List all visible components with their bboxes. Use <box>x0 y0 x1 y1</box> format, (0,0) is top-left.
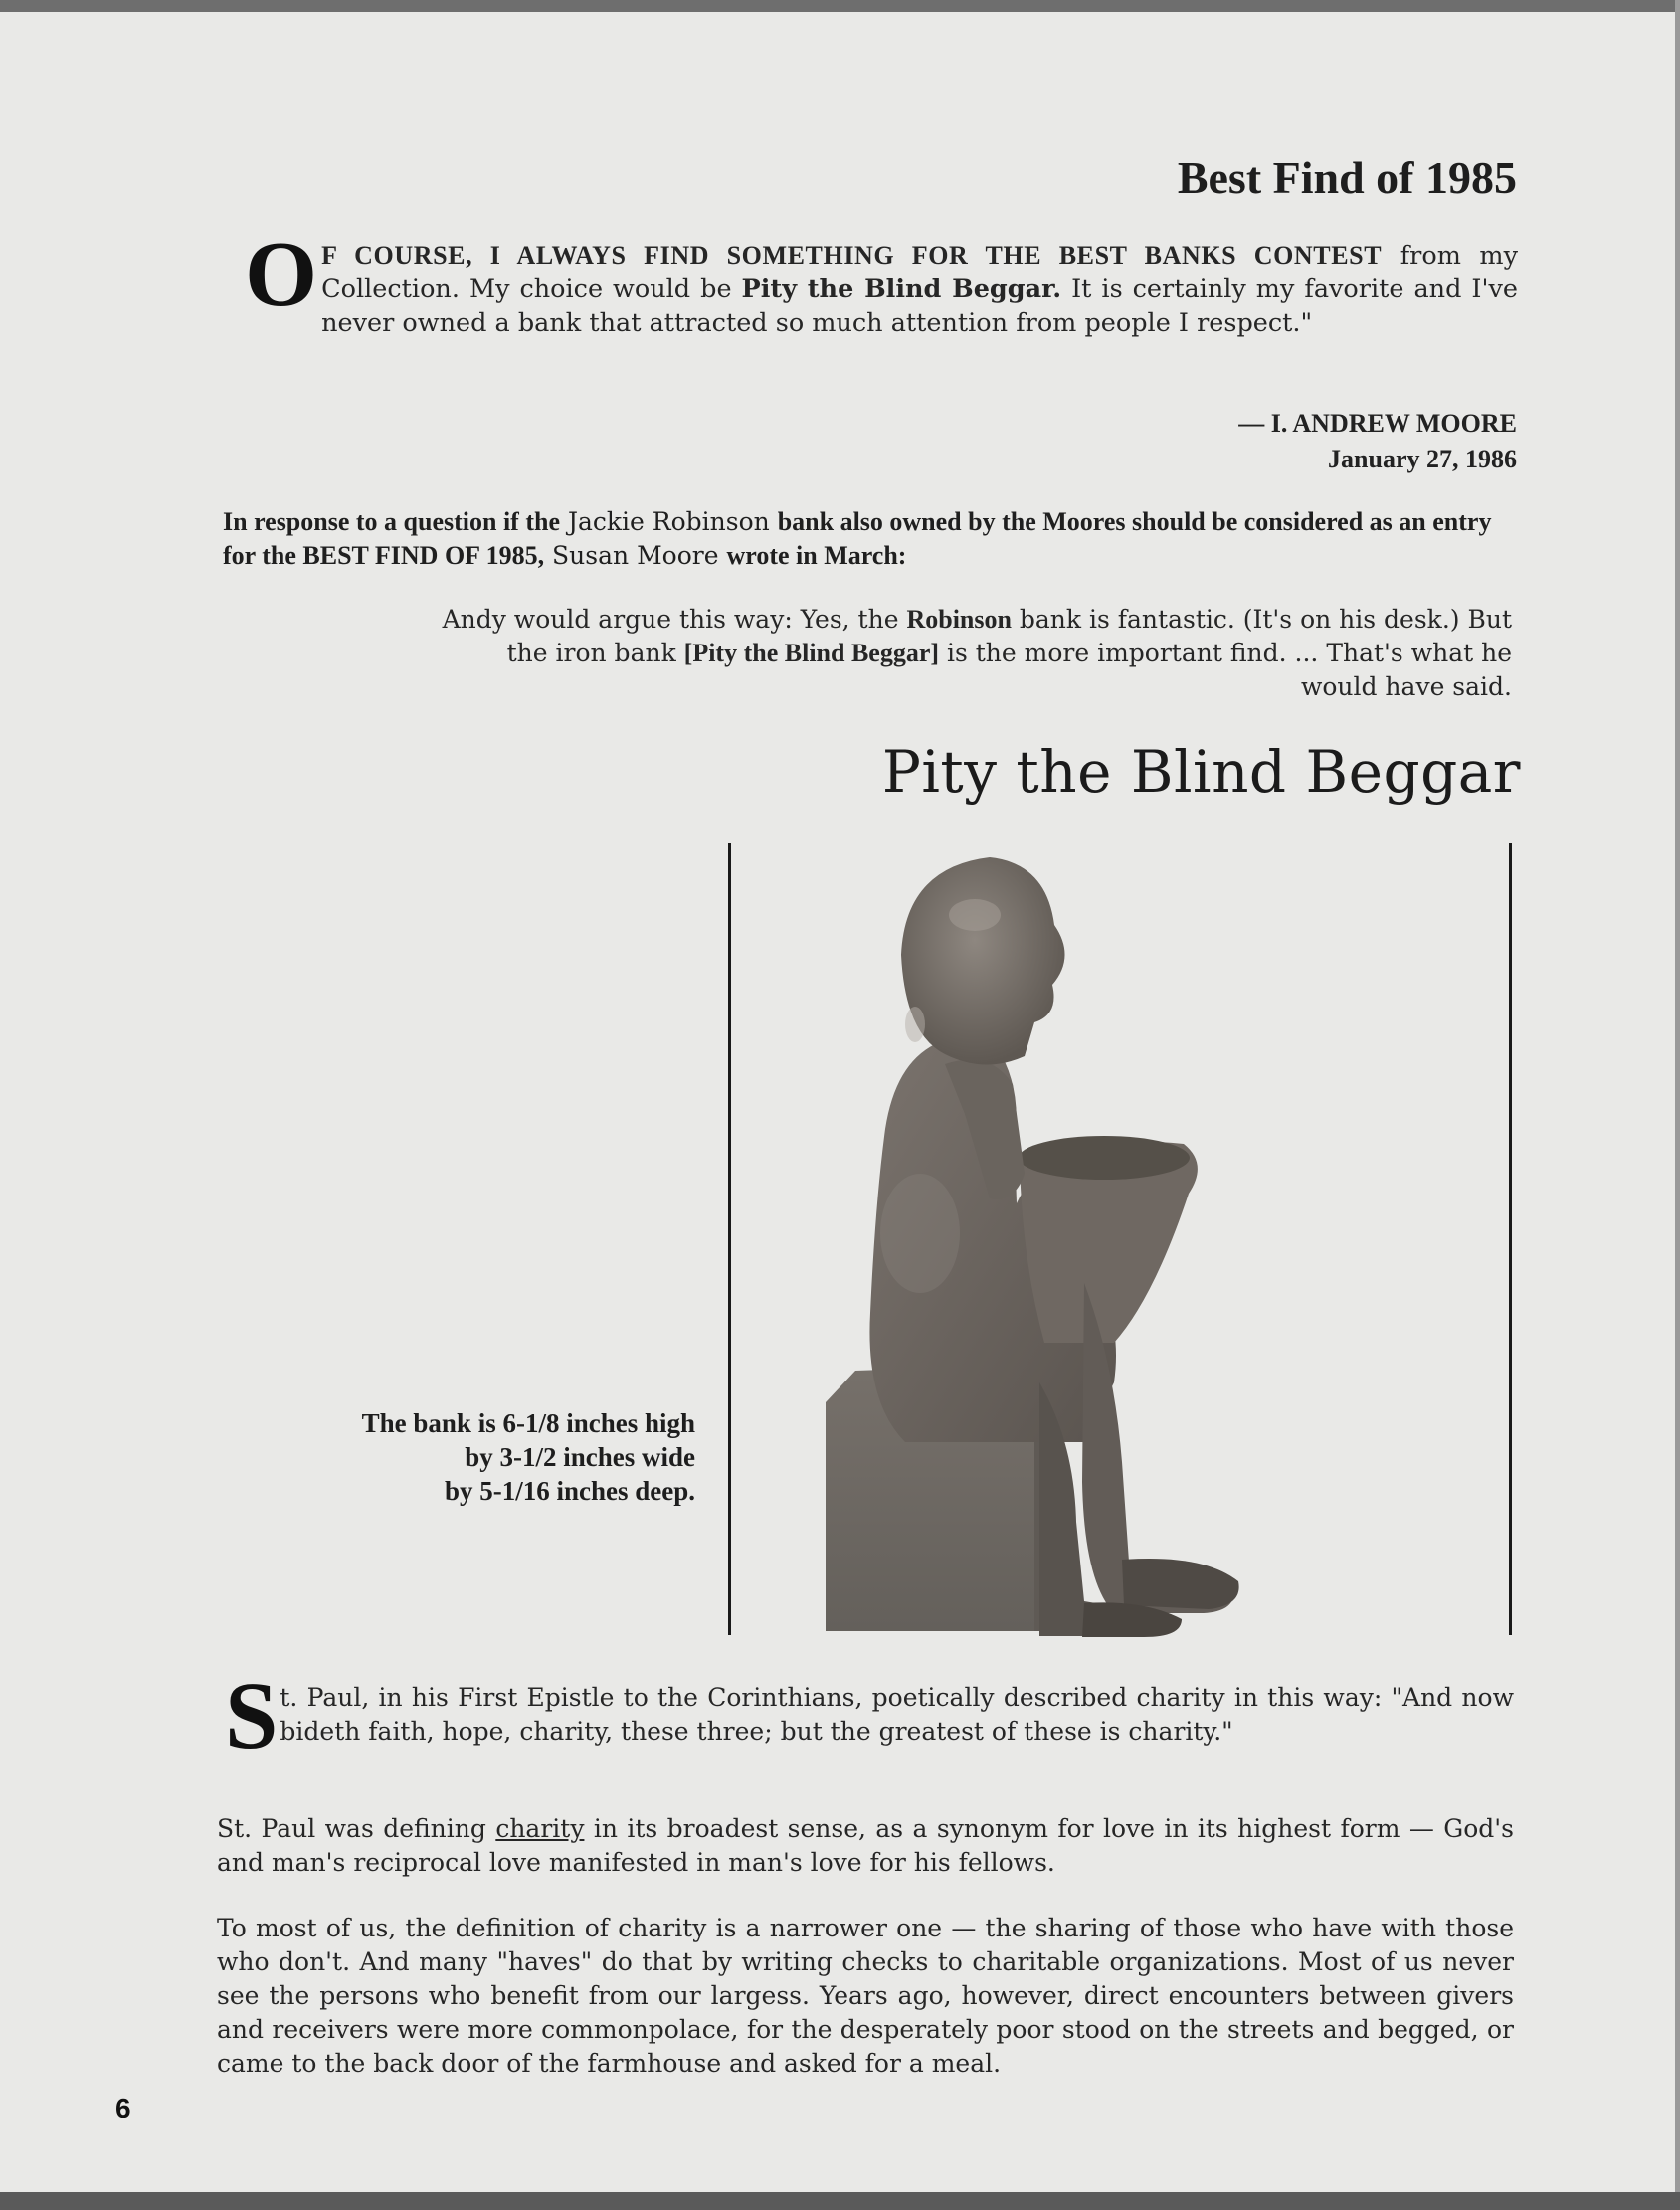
body-p2-text-2: in its broadest sense, as a synonym for love in its highest form — God's and man's reciprocal love manifested in man's love for his fellows. <box>217 1814 1514 1877</box>
signature-name: — I. ANDREW MOORE <box>1238 409 1517 438</box>
body-p2-underlined-word: charity <box>495 1814 585 1843</box>
signature-block <box>1238 406 1517 477</box>
intro-text-1: from my Collection. My choice would be <box>321 241 1518 304</box>
quote-text-1: Andy would argue this way: Yes, the <box>442 605 907 634</box>
intro-drop-cap: O <box>245 223 318 326</box>
page-title: Best Find of 1985 <box>1177 152 1517 203</box>
body-p1-text: t. Paul, in his First Epistle to the Corinthians, poetically described charity in this way: "And now bideth faith, hope, charity, these three; but the greatest of these is charity." <box>280 1683 1514 1746</box>
caption-line-2: by 3-1/2 inches wide <box>465 1442 695 1472</box>
body-paragraph-3: To most of us, the definition of charity is a narrower one — the sharing of those who have with those who don't. And many "haves" do that by writing checks to charitable organizations. Most of us never see the persons who benefit from our largess. Years ago, however, direct encounters between givers and receivers were more commonpolace, for the desperately poor stood on the streets and begged, or came to the back door of the farmhouse and asked for a meal. <box>217 1914 1514 2078</box>
caption-line-3: by 5-1/16 inches deep. <box>444 1476 695 1506</box>
scan-right-edge <box>1675 0 1680 2210</box>
response-bold-1: In response to a question if the <box>223 507 561 536</box>
photo-frame-right-rule <box>1509 843 1512 1635</box>
scan-top-edge <box>0 0 1680 12</box>
bank-photo <box>786 845 1502 1641</box>
intro-text-2: It is certainly my favorite and I've never owned a bank that attracted so much attention from people I respect." <box>321 275 1518 338</box>
response-bold-3: wrote in March: <box>726 541 907 570</box>
beggar-figure <box>826 857 1239 1637</box>
section-heading: Pity the Blind Beggar <box>881 738 1521 806</box>
response-bold-2: bank also owned by the Moores should be considered as an entry for the BEST FIND OF 1985, <box>223 507 1492 570</box>
photo-caption <box>362 1406 695 1508</box>
body-paragraph-2 <box>217 1812 1514 1880</box>
block-quote <box>428 603 1512 704</box>
caption-line-1: The bank is 6-1/8 inches high <box>361 1408 695 1438</box>
body-paragraph-1 <box>217 1662 1514 1768</box>
intro-bank-name: Pity the Blind Beggar. <box>741 275 1062 304</box>
quote-text-3: is the more important find. ... That's what he would have said. <box>939 639 1512 701</box>
signature-date: January 27, 1986 <box>1328 445 1517 473</box>
photo-frame-left-rule <box>728 843 731 1635</box>
page-number: 6 <box>115 2093 131 2123</box>
quote-bold-2: [Pity the Blind Beggar] <box>683 639 940 667</box>
response-plain-1: Jackie Robinson <box>560 507 778 536</box>
body-drop-cap: S <box>225 1662 279 1768</box>
quote-text-2: bank is fantastic. (It's on his desk.) But the iron bank <box>506 605 1512 667</box>
scan-bottom-edge <box>0 2192 1680 2210</box>
intro-lead-caps: F COURSE, I ALWAYS FIND SOMETHING FOR THE BEST BANKS CONTEST <box>321 241 1383 270</box>
response-plain-2: Susan Moore <box>544 541 727 570</box>
quote-bold-1: Robinson <box>906 605 1012 634</box>
body-p2-text-1: St. Paul was defining <box>217 1814 496 1843</box>
response-paragraph <box>223 505 1518 573</box>
intro-paragraph <box>223 223 1518 340</box>
